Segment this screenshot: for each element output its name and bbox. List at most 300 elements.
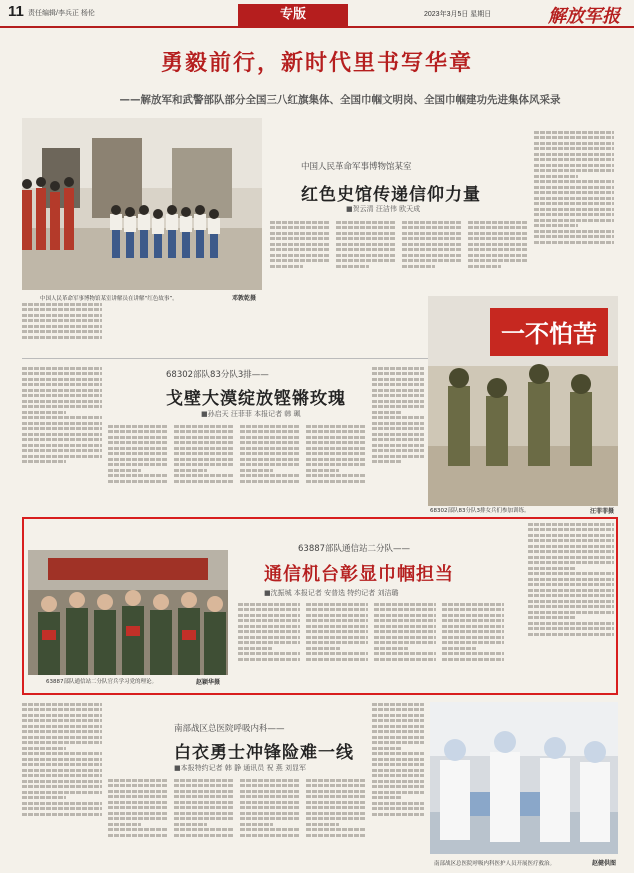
hospital-text-col2: [108, 776, 168, 868]
text-line: [534, 180, 614, 183]
text-line: [240, 480, 300, 483]
text-line: [108, 474, 168, 477]
hospital-kicker: 南部战区总医院呼吸内科——: [174, 724, 285, 734]
communication-photo-caption: 63887部队通信站二分队官兵学习党的理论。: [46, 679, 157, 685]
text-line: [402, 254, 462, 257]
text-line: [306, 652, 368, 655]
text-line: [22, 741, 102, 744]
text-line: [372, 367, 424, 370]
desert-text-col1: [22, 364, 102, 514]
hospital-text-col3: [174, 776, 234, 868]
text-line: [468, 232, 528, 235]
text-line: [22, 725, 102, 728]
museum-kicker: 中国人民革命军事博物馆某室: [301, 162, 412, 172]
text-line: [22, 752, 102, 755]
text-line: [240, 795, 300, 798]
text-line: [372, 758, 424, 761]
text-line: [174, 474, 234, 477]
text-line: [534, 219, 614, 222]
desert-title: 戈壁大漠绽放铿锵玫瑰: [166, 389, 346, 409]
text-line: [108, 795, 168, 798]
text-line: [240, 425, 300, 428]
text-line: [306, 619, 368, 622]
text-line: [336, 265, 369, 268]
text-line: [306, 784, 366, 787]
text-line: [528, 605, 614, 608]
communication-text-col2: [306, 600, 368, 690]
sub-headline: ——解放军和武警部队部分全国三八红旗集体、全国巾帼文明岗、全国巾帼建功先进集体风采录: [119, 94, 561, 106]
text-line: [534, 136, 614, 139]
text-line: [22, 416, 102, 419]
museum-text-col5: [534, 128, 614, 296]
text-line: [372, 741, 424, 744]
text-line: [306, 806, 366, 809]
text-line: [372, 719, 424, 722]
text-line: [174, 784, 234, 787]
desert-text-col4: [240, 422, 300, 514]
text-line: [270, 221, 330, 224]
text-line: [528, 589, 614, 592]
hospital-text-col6: [372, 700, 424, 868]
text-line: [174, 795, 234, 798]
text-line: [174, 441, 234, 444]
text-line: [22, 719, 102, 722]
text-line: [238, 647, 272, 650]
text-line: [372, 400, 424, 403]
text-line: [306, 447, 366, 450]
section-tag: 专版: [238, 4, 348, 26]
text-line: [22, 780, 102, 783]
text-line: [240, 817, 300, 820]
text-line: [306, 425, 366, 428]
text-line: [306, 452, 366, 455]
text-line: [270, 259, 330, 262]
communication-byline: ■沈振城 本报记者 安普选 特约记者 刘洁璐: [264, 589, 399, 597]
text-line: [306, 614, 368, 617]
text-line: [22, 444, 102, 447]
text-line: [108, 469, 141, 472]
text-line: [534, 191, 614, 194]
museum-photo-caption: 中国人民革命军事博物馆某室讲解员在讲解“红色故事”。: [40, 296, 178, 302]
text-line: [22, 378, 102, 381]
text-line: [534, 241, 614, 244]
issue-date: 2023年3月5日 星期日: [424, 11, 492, 18]
text-line: [534, 202, 614, 205]
text-line: [372, 785, 424, 788]
text-line: [22, 747, 66, 750]
text-line: [108, 806, 168, 809]
text-line: [22, 807, 102, 810]
text-line: [372, 791, 424, 794]
communication-text-col1: [238, 600, 300, 690]
text-line: [22, 791, 102, 794]
desert-text-col3: [174, 422, 234, 514]
text-line: [240, 474, 300, 477]
text-line: [22, 796, 66, 799]
text-line: [22, 308, 102, 311]
text-line: [372, 708, 424, 711]
text-line: [374, 625, 436, 628]
text-line: [374, 614, 436, 617]
text-line: [372, 736, 424, 739]
text-line: [238, 614, 300, 617]
communication-text-col4: [442, 600, 504, 690]
text-line: [238, 619, 300, 622]
text-line: [528, 627, 614, 630]
text-line: [240, 784, 300, 787]
text-line: [240, 458, 300, 461]
hospital-text-col5: [306, 776, 366, 868]
text-line: [22, 372, 102, 375]
text-line: [528, 633, 614, 636]
text-line: [336, 259, 396, 262]
text-line: [372, 411, 401, 414]
museum-text-col4: [468, 218, 528, 296]
text-line: [442, 619, 504, 622]
text-line: [372, 372, 424, 375]
text-line: [372, 449, 424, 452]
text-line: [402, 265, 435, 268]
text-line: [270, 254, 330, 257]
main-headline: 勇毅前行，新时代里书写华章: [160, 51, 473, 76]
text-line: [108, 480, 168, 483]
text-line: [22, 703, 102, 706]
text-line: [402, 259, 462, 262]
text-line: [372, 433, 424, 436]
desert-text-col2: [108, 422, 168, 514]
desert-photo-credit: 汪菲菲摄: [590, 508, 615, 515]
text-line: [240, 828, 300, 831]
text-line: [306, 630, 368, 633]
text-line: [442, 636, 504, 639]
text-line: [306, 458, 366, 461]
text-line: [174, 790, 234, 793]
text-line: [402, 232, 462, 235]
text-line: [22, 394, 102, 397]
text-line: [372, 796, 401, 799]
text-line: [442, 608, 504, 611]
text-line: [108, 823, 141, 826]
text-line: [270, 232, 330, 235]
text-line: [22, 736, 102, 739]
text-line: [372, 438, 424, 441]
text-line: [108, 828, 168, 831]
text-line: [528, 578, 614, 581]
hospital-text-col1: [22, 700, 102, 868]
text-line: [306, 641, 368, 644]
text-line: [22, 422, 102, 425]
text-line: [108, 463, 168, 466]
text-line: [528, 550, 614, 553]
text-line: [22, 813, 102, 816]
text-line: [174, 779, 234, 782]
text-line: [238, 641, 300, 644]
text-line: [374, 647, 408, 650]
text-line: [108, 441, 168, 444]
text-line: [468, 248, 528, 251]
text-line: [174, 463, 234, 466]
text-line: [306, 430, 366, 433]
text-line: [528, 556, 614, 559]
text-line: [22, 405, 102, 408]
text-line: [442, 658, 504, 661]
text-line: [108, 458, 168, 461]
text-line: [174, 447, 234, 450]
text-line: [238, 636, 300, 639]
text-line: [306, 647, 340, 650]
text-line: [306, 817, 366, 820]
text-line: [306, 608, 368, 611]
text-line: [22, 330, 102, 333]
text-line: [306, 469, 339, 472]
text-line: [468, 221, 528, 224]
text-line: [240, 447, 300, 450]
text-line: [528, 622, 614, 625]
text-line: [372, 422, 424, 425]
text-line: [336, 248, 396, 251]
text-line: [442, 625, 504, 628]
hospital-title: 白衣勇士冲锋险难一线: [174, 743, 354, 763]
text-line: [534, 169, 614, 172]
text-line: [528, 534, 614, 537]
text-line: [372, 394, 424, 397]
text-line: [372, 752, 424, 755]
text-line: [528, 616, 575, 619]
text-line: [174, 469, 207, 472]
text-line: [174, 812, 234, 815]
text-line: [372, 405, 424, 408]
text-line: [402, 226, 462, 229]
text-line: [372, 427, 424, 430]
text-line: [238, 608, 300, 611]
text-line: [22, 438, 102, 441]
text-line: [174, 452, 234, 455]
text-line: [372, 802, 424, 805]
text-line: [442, 603, 504, 606]
text-line: [528, 572, 614, 575]
text-line: [534, 208, 614, 211]
text-line: [468, 259, 528, 262]
text-line: [534, 153, 614, 156]
text-line: [22, 802, 102, 805]
text-line: [374, 619, 436, 622]
text-line: [240, 790, 300, 793]
text-line: [22, 411, 66, 414]
text-line: [174, 828, 234, 831]
text-line: [372, 416, 424, 419]
text-line: [372, 460, 401, 463]
text-line: [374, 641, 436, 644]
text-line: [528, 561, 614, 564]
text-line: [306, 779, 366, 782]
text-line: [238, 652, 300, 655]
editor-credit: 责任编辑/李兵正 杨伦: [28, 10, 95, 17]
text-line: [22, 314, 102, 317]
museum-photo: [22, 118, 262, 290]
text-line: [306, 480, 366, 483]
text-line: [108, 452, 168, 455]
banner-slogan: 一不怕苦: [501, 320, 597, 348]
text-line: [270, 237, 330, 240]
text-line: [372, 774, 424, 777]
text-line: [22, 785, 102, 788]
text-line: [374, 603, 436, 606]
text-line: [306, 658, 368, 661]
text-line: [240, 436, 300, 439]
text-line: [108, 834, 168, 837]
text-line: [240, 779, 300, 782]
text-line: [108, 436, 168, 439]
text-line: [336, 254, 396, 257]
text-line: [372, 763, 424, 766]
communication-photo-credit: 赵颖华摄: [196, 679, 221, 686]
text-line: [534, 186, 614, 189]
text-line: [174, 817, 234, 820]
text-line: [372, 389, 424, 392]
hospital-byline: ■本报特约记者 韩 静 通讯员 祝 燕 刘显军: [174, 764, 306, 772]
text-line: [22, 325, 102, 328]
text-line: [528, 600, 614, 603]
text-line: [22, 708, 102, 711]
text-line: [528, 567, 575, 570]
text-line: [174, 430, 234, 433]
hospital-photo-credit: 赵健供图: [592, 860, 617, 867]
text-line: [306, 463, 366, 466]
text-line: [528, 539, 614, 542]
text-line: [108, 784, 168, 787]
text-line: [336, 232, 396, 235]
text-line: [528, 594, 614, 597]
text-line: [528, 611, 614, 614]
text-line: [108, 447, 168, 450]
text-line: [336, 237, 396, 240]
text-line: [534, 142, 614, 145]
museum-text-col3: [402, 218, 462, 296]
text-line: [468, 265, 501, 268]
text-line: [372, 703, 424, 706]
text-line: [306, 834, 366, 837]
text-line: [372, 455, 424, 458]
text-line: [108, 801, 168, 804]
text-line: [174, 834, 234, 837]
text-line: [372, 725, 424, 728]
text-line: [22, 336, 102, 339]
text-line: [442, 630, 504, 633]
text-line: [22, 400, 102, 403]
text-line: [372, 383, 424, 386]
text-line: [534, 235, 614, 238]
museum-text-col2: [336, 218, 396, 296]
text-line: [108, 812, 168, 815]
text-line: [174, 425, 234, 428]
hospital-photo-caption: 南部战区总医院呼吸内科医护人员开展医疗救治。: [434, 861, 556, 867]
text-line: [22, 769, 102, 772]
text-line: [528, 523, 614, 526]
text-line: [372, 780, 424, 783]
museum-photo-credit: 邓敦乾摄: [232, 295, 257, 302]
text-line: [240, 834, 300, 837]
text-line: [240, 469, 273, 472]
text-line: [240, 430, 300, 433]
text-line: [22, 319, 102, 322]
text-line: [372, 747, 401, 750]
text-line: [306, 625, 368, 628]
text-line: [442, 641, 504, 644]
text-line: [270, 265, 303, 268]
text-line: [534, 147, 614, 150]
desert-kicker: 68302部队83分队3排——: [166, 370, 269, 380]
text-line: [534, 164, 614, 167]
text-line: [22, 303, 102, 306]
text-line: [238, 625, 300, 628]
text-line: [238, 603, 300, 606]
text-line: [240, 801, 300, 804]
text-line: [22, 449, 102, 452]
communication-photo: [28, 550, 228, 675]
text-line: [174, 801, 234, 804]
text-line: [270, 243, 330, 246]
museum-text-col6: [22, 300, 102, 358]
text-line: [468, 243, 528, 246]
text-line: [402, 237, 462, 240]
communication-title: 通信机台彰显巾帼担当: [264, 564, 454, 585]
text-line: [22, 758, 102, 761]
text-line: [174, 806, 234, 809]
text-line: [402, 243, 462, 246]
hospital-photo: [430, 702, 618, 854]
text-line: [108, 430, 168, 433]
text-line: [270, 226, 330, 229]
text-line: [108, 790, 168, 793]
text-line: [306, 636, 368, 639]
text-line: [336, 221, 396, 224]
text-line: [22, 730, 102, 733]
text-line: [22, 774, 102, 777]
hospital-text-col4: [240, 776, 300, 868]
desert-photo: [428, 296, 618, 506]
text-line: [240, 441, 300, 444]
text-line: [240, 463, 300, 466]
text-line: [534, 175, 578, 178]
text-line: [534, 224, 578, 227]
text-line: [468, 254, 528, 257]
desert-byline: ■孙启天 汪菲菲 本报记者 韩 珮: [201, 410, 301, 418]
text-line: [442, 614, 504, 617]
text-line: [22, 367, 102, 370]
desert-photo-caption: 68302部队83分队3排女兵们参加训练。: [430, 508, 530, 514]
text-line: [240, 452, 300, 455]
text-line: [306, 801, 366, 804]
text-line: [108, 817, 168, 820]
text-line: [528, 528, 614, 531]
text-line: [238, 658, 300, 661]
text-line: [22, 389, 102, 392]
text-line: [374, 630, 436, 633]
text-line: [372, 769, 424, 772]
communication-text-col5: [528, 520, 614, 690]
text-line: [174, 436, 234, 439]
text-line: [174, 823, 207, 826]
text-line: [240, 823, 273, 826]
text-line: [372, 807, 424, 810]
text-line: [306, 828, 366, 831]
communication-kicker: 63887部队通信站二分队——: [298, 544, 411, 554]
text-line: [372, 378, 424, 381]
text-line: [108, 425, 168, 428]
text-line: [374, 652, 436, 655]
text-line: [306, 795, 366, 798]
text-line: [22, 427, 102, 430]
